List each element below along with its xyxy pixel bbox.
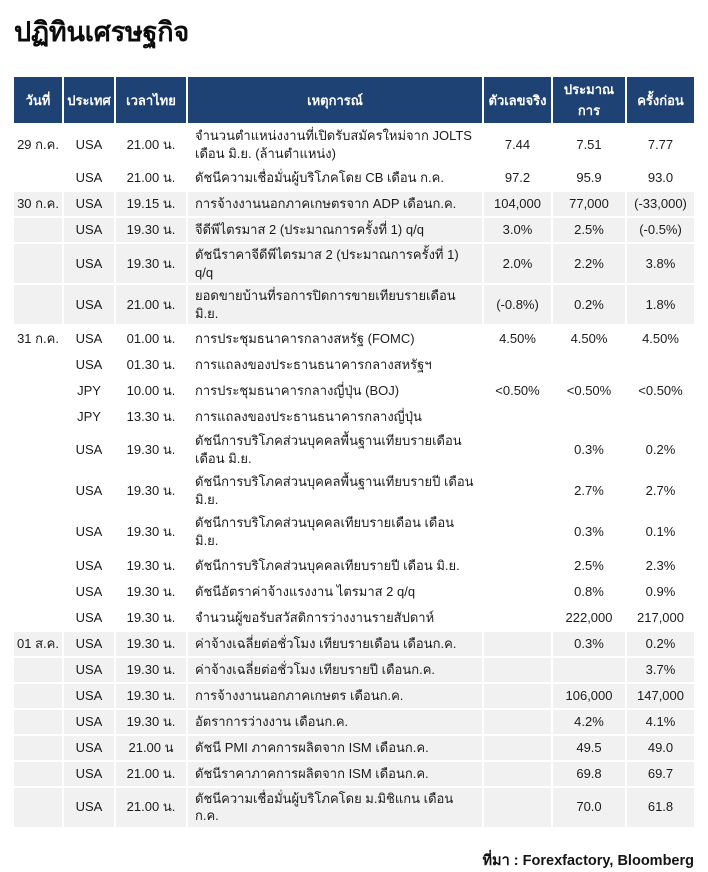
column-header-actual: ตัวเลขจริง (484, 77, 551, 123)
previous-cell: (-0.5%) (627, 218, 694, 242)
previous-cell: 2.7% (627, 471, 694, 510)
time-cell: 13.30 น. (116, 404, 186, 428)
time-cell: 21.00 น. (116, 166, 186, 190)
previous-cell (627, 352, 694, 376)
actual-cell: 2.0% (484, 244, 551, 283)
previous-cell: 61.8 (627, 788, 694, 827)
event-cell: จีดีพีไตรมาส 2 (ประมาณการครั้งที่ 1) q/q (188, 218, 482, 242)
actual-cell (484, 788, 551, 827)
previous-cell: 0.2% (627, 632, 694, 656)
page-title: ปฏิทินเศรษฐกิจ (14, 17, 190, 47)
time-cell: 21.00 น. (116, 285, 186, 324)
country-cell: USA (64, 710, 114, 734)
forecast-cell: 70.0 (553, 788, 625, 827)
event-cell: ค่าจ้างเฉลี่ยต่อชั่วโมง เทียบรายปี เดือนก.ค. (188, 658, 482, 682)
time-cell: 01.30 น. (116, 352, 186, 376)
actual-cell (484, 554, 551, 578)
forecast-cell: 4.50% (553, 326, 625, 350)
actual-cell (484, 580, 551, 604)
actual-cell (484, 404, 551, 428)
event-cell: การแถลงของประธานธนาคารกลางญี่ปุ่น (188, 404, 482, 428)
country-cell: USA (64, 218, 114, 242)
event-cell: ดัชนีความเชื่อมั่นผู้บริโภคโดย CB เดือน ก.ค. (188, 166, 482, 190)
country-cell: USA (64, 430, 114, 469)
actual-cell (484, 658, 551, 682)
event-cell: ดัชนีการบริโภคส่วนบุคคลพื้นฐานเทียบรายเดือน เดือน มิ.ย. (188, 430, 482, 469)
previous-cell: 7.77 (627, 125, 694, 164)
forecast-cell: 2.2% (553, 244, 625, 283)
time-cell: 21.00 น. (116, 788, 186, 827)
time-cell: 19.30 น. (116, 471, 186, 510)
date-cell (14, 285, 62, 324)
event-cell: การประชุมธนาคารกลางญี่ปุ่น (BOJ) (188, 378, 482, 402)
country-cell: USA (64, 658, 114, 682)
source-note: ที่มา : Forexfactory, Bloomberg (482, 852, 694, 869)
actual-cell (484, 710, 551, 734)
previous-cell (627, 404, 694, 428)
actual-cell (484, 684, 551, 708)
previous-cell: <0.50% (627, 378, 694, 402)
event-cell: อัตราการว่างงาน เดือนก.ค. (188, 710, 482, 734)
country-cell: USA (64, 554, 114, 578)
time-cell: 19.30 น. (116, 218, 186, 242)
country-cell: JPY (64, 378, 114, 402)
date-cell (14, 352, 62, 376)
time-cell: 19.30 น. (116, 632, 186, 656)
forecast-cell: 0.3% (553, 430, 625, 469)
event-cell: การจ้างงานนอกภาคเกษตร เดือนก.ค. (188, 684, 482, 708)
date-cell: 29 ก.ค. (14, 125, 62, 164)
previous-cell: 4.1% (627, 710, 694, 734)
actual-cell: 97.2 (484, 166, 551, 190)
date-cell (14, 554, 62, 578)
event-cell: ดัชนีความเชื่อมั่นผู้บริโภคโดย ม.มิชิแกน เดือนก.ค. (188, 788, 482, 827)
time-cell: 19.30 น. (116, 554, 186, 578)
time-cell: 01.00 น. (116, 326, 186, 350)
previous-cell: 147,000 (627, 684, 694, 708)
country-cell: USA (64, 788, 114, 827)
event-cell: ยอดขายบ้านที่รอการปิดการขายเทียบรายเดือน มิ.ย. (188, 285, 482, 324)
actual-cell: 3.0% (484, 218, 551, 242)
previous-cell: 1.8% (627, 285, 694, 324)
country-cell: JPY (64, 404, 114, 428)
forecast-cell: 49.5 (553, 736, 625, 760)
time-cell: 10.00 น. (116, 378, 186, 402)
forecast-cell (553, 658, 625, 682)
actual-cell (484, 736, 551, 760)
country-cell: USA (64, 326, 114, 350)
actual-cell (484, 632, 551, 656)
event-cell: ดัชนีการบริโภคส่วนบุคคลเทียบรายเดือน เดือน มิ.ย. (188, 512, 482, 551)
date-cell (14, 404, 62, 428)
date-cell: 31 ก.ค. (14, 326, 62, 350)
country-cell: USA (64, 125, 114, 164)
forecast-cell: <0.50% (553, 378, 625, 402)
date-cell (14, 430, 62, 469)
actual-cell (484, 471, 551, 510)
actual-cell (484, 352, 551, 376)
column-header-previous: ครั้งก่อน (627, 77, 694, 123)
date-cell (14, 606, 62, 630)
forecast-cell: 2.5% (553, 554, 625, 578)
country-cell: USA (64, 352, 114, 376)
column-header-time: เวลาไทย (116, 77, 186, 123)
column-header-forecast: ประมาณการ (553, 77, 625, 123)
actual-cell: 4.50% (484, 326, 551, 350)
date-cell (14, 788, 62, 827)
previous-cell: 93.0 (627, 166, 694, 190)
previous-cell: 0.2% (627, 430, 694, 469)
forecast-cell: 7.51 (553, 125, 625, 164)
date-cell (14, 762, 62, 786)
time-cell: 21.00 น. (116, 762, 186, 786)
date-cell (14, 580, 62, 604)
event-cell: การแถลงของประธานธนาคารกลางสหรัฐฯ (188, 352, 482, 376)
forecast-cell: 0.3% (553, 632, 625, 656)
date-cell (14, 710, 62, 734)
time-cell: 19.30 น. (116, 244, 186, 283)
actual-cell (484, 430, 551, 469)
previous-cell: 0.9% (627, 580, 694, 604)
event-cell: จำนวนตำแหน่งงานที่เปิดรับสมัครใหม่จาก JOLTS เดือน มิ.ย. (ล้านตำแหน่ง) (188, 125, 482, 164)
column-header-date: วันที่ (14, 77, 62, 123)
event-cell: ดัชนีการบริโภคส่วนบุคคลพื้นฐานเทียบรายปี เดือน มิ.ย. (188, 471, 482, 510)
economic-calendar-table (14, 77, 694, 827)
event-cell: ดัชนีราคาภาคการผลิตจาก ISM เดือนก.ค. (188, 762, 482, 786)
forecast-cell: 0.3% (553, 512, 625, 551)
forecast-cell: 77,000 (553, 192, 625, 216)
actual-cell: (-0.8%) (484, 285, 551, 324)
country-cell: USA (64, 580, 114, 604)
time-cell: 19.30 น. (116, 684, 186, 708)
forecast-cell: 0.8% (553, 580, 625, 604)
event-cell: จำนวนผู้ขอรับสวัสดิการว่างงานรายสัปดาห์ (188, 606, 482, 630)
date-cell (14, 378, 62, 402)
column-header-country: ประเทศ (64, 77, 114, 123)
event-cell: ค่าจ้างเฉลี่ยต่อชั่วโมง เทียบรายเดือน เดือนก.ค. (188, 632, 482, 656)
actual-cell (484, 762, 551, 786)
previous-cell: 3.8% (627, 244, 694, 283)
actual-cell: 7.44 (484, 125, 551, 164)
time-cell: 19.30 น. (116, 430, 186, 469)
time-cell: 19.30 น. (116, 606, 186, 630)
date-cell (14, 244, 62, 283)
forecast-cell: 0.2% (553, 285, 625, 324)
actual-cell (484, 606, 551, 630)
date-cell (14, 512, 62, 551)
forecast-cell (553, 352, 625, 376)
time-cell: 21.00 น (116, 736, 186, 760)
event-cell: การจ้างงานนอกภาคเกษตรจาก ADP เดือนก.ค. (188, 192, 482, 216)
country-cell: USA (64, 471, 114, 510)
date-cell (14, 658, 62, 682)
country-cell: USA (64, 244, 114, 283)
forecast-cell: 2.5% (553, 218, 625, 242)
time-cell: 19.30 น. (116, 580, 186, 604)
actual-cell: 104,000 (484, 192, 551, 216)
forecast-cell: 2.7% (553, 471, 625, 510)
date-cell: 30 ก.ค. (14, 192, 62, 216)
forecast-cell (553, 404, 625, 428)
previous-cell: (-33,000) (627, 192, 694, 216)
country-cell: USA (64, 632, 114, 656)
forecast-cell: 95.9 (553, 166, 625, 190)
time-cell: 19.30 น. (116, 710, 186, 734)
actual-cell: <0.50% (484, 378, 551, 402)
date-cell (14, 166, 62, 190)
date-cell (14, 471, 62, 510)
date-cell (14, 218, 62, 242)
date-cell (14, 684, 62, 708)
date-cell (14, 736, 62, 760)
forecast-cell: 69.8 (553, 762, 625, 786)
previous-cell: 49.0 (627, 736, 694, 760)
event-cell: ดัชนีอัตราค่าจ้างแรงงาน ไตรมาส 2 q/q (188, 580, 482, 604)
time-cell: 19.30 น. (116, 658, 186, 682)
previous-cell: 217,000 (627, 606, 694, 630)
forecast-cell: 106,000 (553, 684, 625, 708)
date-cell: 01 ส.ค. (14, 632, 62, 656)
time-cell: 19.15 น. (116, 192, 186, 216)
time-cell: 21.00 น. (116, 125, 186, 164)
country-cell: USA (64, 736, 114, 760)
country-cell: USA (64, 684, 114, 708)
country-cell: USA (64, 166, 114, 190)
country-cell: USA (64, 512, 114, 551)
previous-cell: 69.7 (627, 762, 694, 786)
previous-cell: 2.3% (627, 554, 694, 578)
previous-cell: 4.50% (627, 326, 694, 350)
country-cell: USA (64, 192, 114, 216)
event-cell: ดัชนีการบริโภคส่วนบุคคลเทียบรายปี เดือน มิ.ย. (188, 554, 482, 578)
event-cell: การประชุมธนาคารกลางสหรัฐ (FOMC) (188, 326, 482, 350)
time-cell: 19.30 น. (116, 512, 186, 551)
previous-cell: 0.1% (627, 512, 694, 551)
forecast-cell: 222,000 (553, 606, 625, 630)
country-cell: USA (64, 606, 114, 630)
event-cell: ดัชนีราคาจีดีพีไตรมาส 2 (ประมาณการครั้งที่ 1) q/q (188, 244, 482, 283)
actual-cell (484, 512, 551, 551)
country-cell: USA (64, 762, 114, 786)
country-cell: USA (64, 285, 114, 324)
column-header-event: เหตุการณ์ (188, 77, 482, 123)
previous-cell: 3.7% (627, 658, 694, 682)
event-cell: ดัชนี PMI ภาคการผลิตจาก ISM เดือนก.ค. (188, 736, 482, 760)
forecast-cell: 4.2% (553, 710, 625, 734)
